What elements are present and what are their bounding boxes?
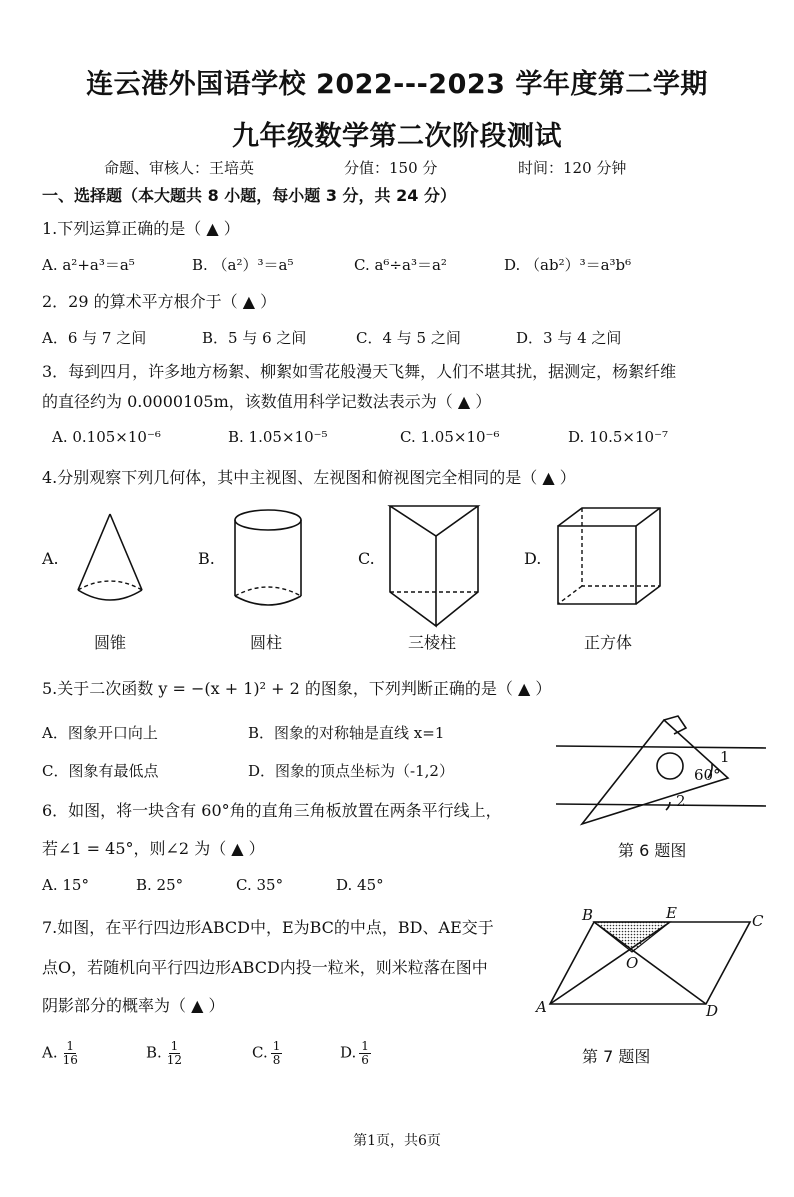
page-number: 第1页，共6页 [353, 1133, 441, 1149]
q3-stem-line2: 的直径约为 0.0000105m，该数值用科学记数法表示为（ ▲ ） [42, 392, 492, 411]
author-line: 命题、审核人：王培英 [104, 159, 255, 177]
q2-option-a: A．6 与 7 之间 [42, 329, 147, 347]
q5-option-a: A．图象开口向上 [42, 724, 158, 742]
score-line: 分值：150 分 [344, 159, 438, 177]
q1-option-a: A. a²+a³＝a⁵ [42, 256, 135, 274]
exam-subtitle: 九年级数学第二次阶段测试 [232, 121, 562, 152]
q7-point-e: E [666, 904, 677, 922]
q7-figure [534, 906, 774, 1026]
q5-option-c: C．图象有最低点 [42, 762, 159, 780]
q1-option-d: D. （ab²）³＝a³b⁶ [504, 256, 632, 274]
q4-caption-cone: 圆锥 [94, 633, 127, 652]
q7-option-d: D. $\frac{1}{6}$ [340, 1039, 369, 1067]
exam-title: 连云港外国语学校 2022---2023 学年度第二学期 [86, 69, 708, 100]
q7-option-a: A. $\frac{1}{16}$ [42, 1039, 78, 1067]
q7-stem-line1: 7.如图，在平行四边形ABCD中，E为BC的中点，BD、AE交于 [42, 918, 494, 937]
q3-stem-line1: 3．每到四月，许多地方杨絮、柳絮如雪花般漫天飞舞，人们不堪其扰，据测定，杨絮纤维 [42, 362, 677, 381]
q7-point-d: D [706, 1002, 719, 1020]
q6-option-d: D. 45° [336, 876, 384, 894]
q3-option-b: B. 1.05×10⁻⁵ [228, 428, 328, 446]
q1-option-c: C. a⁶÷a³＝a² [354, 256, 447, 274]
q6-option-a: A. 15° [42, 876, 89, 894]
q7-point-c: C [752, 912, 764, 930]
q4-caption-prism: 三棱柱 [408, 633, 457, 652]
q6-stem-line1: 6．如图，将一块含有 60°角的直角三角板放置在两条平行线上， [42, 801, 502, 820]
cube-figure [552, 506, 672, 611]
q2-option-b: B．5 与 6 之间 [202, 329, 307, 347]
q2-option-d: D．3 与 4 之间 [516, 329, 622, 347]
q6-stem-line2: 若∠1 = 45°，则∠2 为（ ▲ ） [42, 839, 265, 858]
cylinder-figure [228, 506, 308, 616]
q6-figure [552, 714, 772, 834]
q6-option-c: C. 35° [236, 876, 284, 894]
q5-stem: 5.关于二次函数 y = −(x + 1)² + 2 的图象，下列判断正确的是（ ▲ ） [42, 679, 552, 698]
q7-option-b: B. $\frac{1}{12}$ [146, 1039, 183, 1067]
q7-point-a: A [536, 998, 547, 1016]
q2-stem: 2．29 的算术平方根介于（ ▲ ） [42, 292, 277, 311]
q6-angle-60: 60° [694, 766, 721, 784]
q6-angle-2: 2 [676, 792, 686, 810]
q7-point-o: O [626, 954, 639, 972]
time-line: 时间：120 分钟 [518, 159, 627, 177]
q7-point-b: B [582, 906, 594, 924]
q4-stem: 4.分别观察下列几何体，其中主视图、左视图和俯视图完全相同的是（ ▲ ） [42, 468, 576, 487]
q6-option-b: B. 25° [136, 876, 184, 894]
q4-label-c: C. [358, 549, 375, 568]
q5-option-d: D．图象的顶点坐标为（-1,2） [248, 762, 454, 780]
q7-figure-caption: 第 7 题图 [582, 1047, 651, 1066]
q3-option-d: D. 10.5×10⁻⁷ [568, 428, 669, 446]
q4-caption-cylinder: 圆柱 [250, 633, 283, 652]
q3-option-c: C. 1.05×10⁻⁶ [400, 428, 500, 446]
q7-stem-line2: 点O，若随机向平行四边形ABCD内投一粒米，则米粒落在图中 [42, 958, 488, 977]
q3-option-a: A. 0.105×10⁻⁶ [52, 428, 161, 446]
q1-stem: 1.下列运算正确的是（ ▲ ） [42, 219, 240, 238]
q4-caption-cube: 正方体 [584, 633, 633, 652]
q4-label-b: B. [198, 549, 215, 568]
cone-figure [70, 510, 150, 620]
triangular-prism-figure [384, 502, 484, 632]
q2-option-c: C．4 与 5 之间 [356, 329, 461, 347]
q7-option-c: C. $\frac{1}{8}$ [252, 1039, 281, 1067]
q4-label-a: A. [42, 549, 59, 568]
q6-angle-1: 1 [720, 748, 730, 766]
q4-label-d: D. [524, 549, 542, 568]
q7-stem-line3: 阴影部分的概率为（ ▲ ） [42, 996, 225, 1015]
q1-option-b: B. （a²）³＝a⁵ [192, 256, 294, 274]
q6-figure-caption: 第 6 题图 [618, 841, 687, 860]
q5-option-b: B．图象的对称轴是直线 x=1 [248, 724, 445, 742]
section-heading: 一、选择题（本大题共 8 小题，每小题 3 分，共 24 分） [42, 186, 456, 205]
